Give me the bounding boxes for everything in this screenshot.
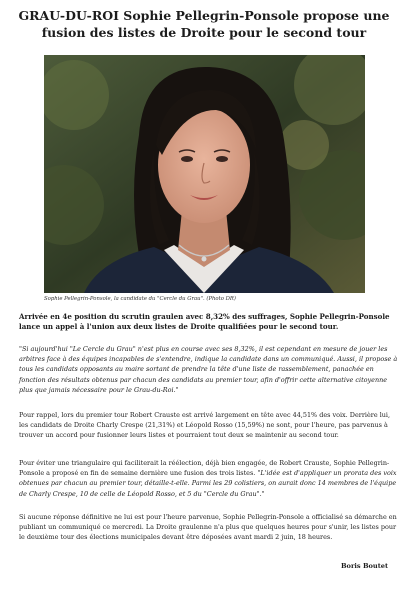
paragraph-quote: "Si aujourd'hui "Le Cercle du Grau" n'est plus en course avec ses 8,32%, il est cependant en mesure de jouer les arbitres face à des équipes incapables de s'entendre, indique la candidate dans un communiqué. Aussi, il propose à tous les candidats opposants au maire sortant de prendre la tête d'une liste de rassemblement, panachée en fonction des résultats obtenus par chacun des candidats au premier tour, afin d'offrir cette alternative citoyenne plus que jamais nécessaire pour le Grau-du-Roi." — [19, 345, 398, 394]
photo-caption: Sophie Pellegrin-Ponsole, la candidate du "Cercle du Grau". (Photo DR) — [44, 296, 236, 302]
paragraph-proposal-quote: "L'idée est d'appliquer un prorata des voix obtenues par chacun au premier tour, détaille-t-elle. Parmi les 29 colistiers, on aurait donc 14 membres de l'équipe de Charly Crespe, 10 de celle de Léopold Rosso, et 5 du "Cercle du Grau"." — [19, 469, 397, 498]
author-signature: Boris Boutet — [340, 562, 388, 570]
paragraph-proposal — [19, 458, 399, 499]
paragraph-conclusion: Si aucune réponse définitive ne lui est pour l'heure parvenue, Sophie Pellegrin-Ponsole a officialisé sa démarche en publiant un communiqué ce mercredi. La Droite graulenne n'a plus que quelques heures pour s'unir, les listes pour le deuxième tour des élections municipales devant être déposées avant mardi 2 juin, 18 heures. — [19, 513, 397, 542]
paragraph-proposal-text: Pour éviter une triangulaire qui faciliterait la réélection, déjà bien engagée, de Robert Crauste, Sophie Pellegrin-Ponsole a proposé en fin de semaine dernière une fusion des trois listes. — [19, 459, 390, 478]
article-lead: Arrivée en 4e position du scrutin graulen avec 8,32% des suffrages, Sophie Pellegrin-Ponsole lance un appel à l'union aux deux listes de Droite qualifiées pour le second tour. — [19, 312, 390, 332]
article-title: GRAU-DU-ROI Sophie Pellegrin-Ponsole propose une fusion des listes de Droite pour le second tour — [18, 8, 390, 40]
paragraph-recap: Pour rappel, lors du premier tour Robert Crauste est arrivé largement en tête avec 44,51% des voix. Derrière lui, les candidats de Droite Charly Crespe (21,31%) et Léopold Rosso (15,59%) ne sont, pour l'heure, pas parvenus à trouver un accord pour fusionner leurs listes et pourraient tout deux se maintenir au second tour. — [19, 411, 391, 440]
article-photo — [44, 55, 365, 293]
